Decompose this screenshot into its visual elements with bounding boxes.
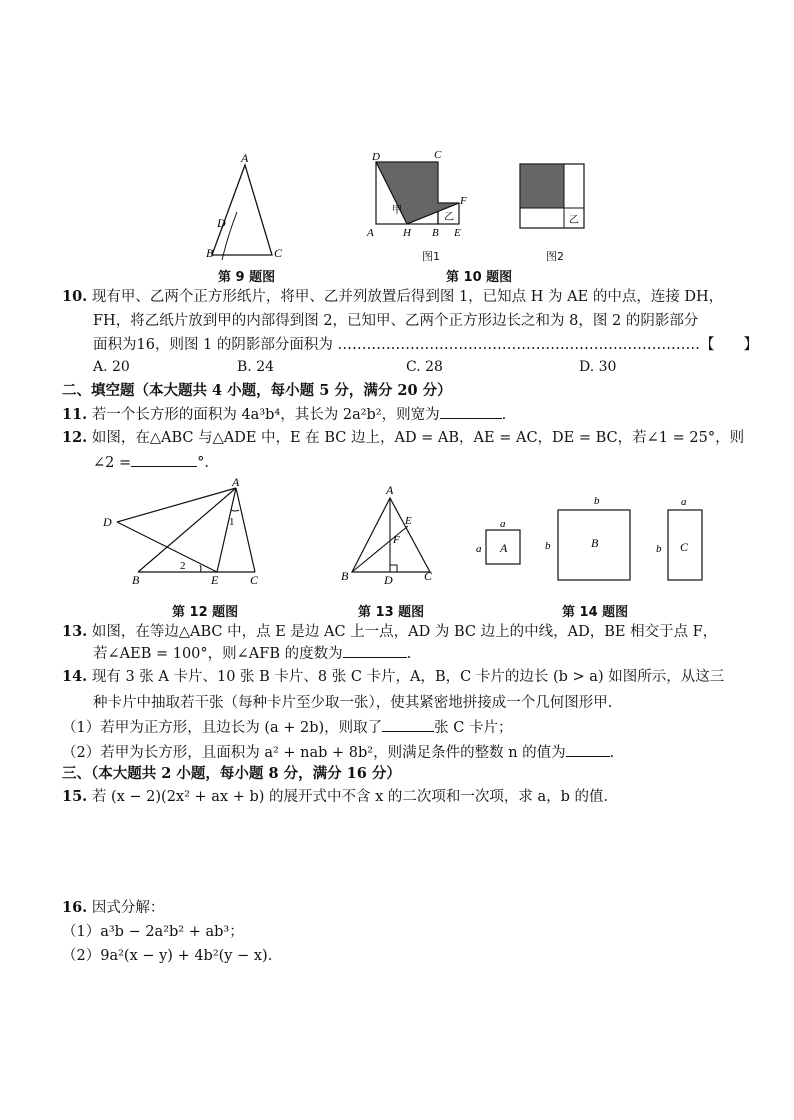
figure-14-cards	[468, 490, 718, 590]
point-label-b: B	[432, 227, 439, 239]
q14-part1-text: （1）若甲为正方形，且边长为 (a + 2b)，则取了	[62, 720, 383, 736]
card-a-left-a: a	[476, 543, 482, 555]
point-label-c: C	[250, 573, 259, 587]
q10-choice-d[interactable]: D. 30	[579, 359, 617, 375]
segment-ad	[117, 488, 236, 522]
point-label-h: H	[403, 227, 411, 239]
point-label-b: B	[206, 246, 214, 260]
q11-answer-blank[interactable]	[440, 404, 502, 419]
q14-part2-blank[interactable]	[566, 742, 610, 757]
q12-text-1: 如图，在△ABC 与△ADE 中，E 在 BC 边上，AD = AB，AE = AC，DE = BC，若∠1 = 25°，则	[91, 430, 745, 446]
figure-12	[100, 476, 270, 588]
q15-number: 15.	[62, 788, 88, 805]
segment-ae	[217, 488, 236, 572]
q14-text-1: 现有 3 张 A 卡片、10 张 B 卡片、8 张 C 卡片，A，B，C 卡片的边长 (b > a) 如图所示，从这三	[91, 669, 725, 685]
q16-title	[62, 898, 164, 918]
q12-answer-blank[interactable]	[131, 452, 197, 467]
point-label-f: F	[460, 195, 467, 207]
section-2-heading: 二、填空题（本大题共 4 小题，每小题 5 分，满分 20 分）	[62, 382, 452, 399]
q14-part1-blank[interactable]	[382, 717, 434, 732]
segment-be	[352, 526, 408, 572]
point-label-f: F	[393, 534, 400, 546]
q12-line1	[62, 428, 744, 448]
fig14-caption: 第 14 题图	[562, 605, 629, 620]
q13-text-2: 若∠AEB = 100°，则∠AFB 的度数为	[93, 646, 343, 662]
q13-text-1: 如图，在等边△ABC 中，点 E 是边 AC 上一点，AD 为 BC 边上的中线，AD，BE 相交于点 F，	[91, 624, 718, 640]
point-label-b: B	[341, 569, 349, 583]
q15	[62, 787, 608, 807]
q14-part2-text: （2）若甲为长方形，且面积为 a² + nab + 8b²，则满足条件的整数 n 的值为	[62, 745, 566, 761]
fig10-sub2: 图2	[546, 250, 564, 263]
point-label-e: E	[405, 515, 412, 527]
segment-de	[117, 522, 217, 572]
q15-text: 若 (x − 2)(2x² + ax + b) 的展开式中不含 x 的二次项和一次项，求 a，b 的值.	[91, 789, 609, 805]
point-label-e: E	[454, 227, 461, 239]
q13-answer-blank[interactable]	[343, 643, 407, 658]
q11-number: 11.	[62, 406, 88, 423]
q14-part2-end: .	[609, 745, 615, 761]
q12-end: °.	[197, 455, 209, 471]
q10-line3: 面积为16，则图 1 的阴影部分面积为 …………………………………………………………………【 】	[93, 337, 759, 353]
point-label-a: A	[367, 227, 374, 239]
figure-10-2	[516, 160, 588, 232]
card-b-label: B	[591, 536, 599, 550]
point-label-a: A	[241, 151, 249, 165]
point-label-d: D	[384, 573, 393, 586]
q10-line1	[62, 287, 723, 307]
triangle-abc	[212, 165, 272, 255]
q13-number: 13.	[62, 623, 88, 640]
q16-part1: （1）a³b − 2a²b² + ab³；	[62, 924, 244, 940]
q10-line2: FH，将乙纸片放到甲的内部得到图 2，已知甲、乙两个正方形边长之和为 8，图 2 的阴影部分	[93, 313, 699, 329]
point-label-a: A	[386, 483, 394, 497]
card-b-left-b: b	[545, 540, 551, 552]
point-label-c: C	[424, 569, 433, 583]
figure-9-triangle	[200, 150, 290, 265]
point-label-a: A	[232, 476, 240, 489]
q13-line1	[62, 622, 717, 642]
q10-choice-b[interactable]: B. 24	[237, 359, 275, 375]
point-label-d: D	[372, 151, 380, 163]
triangle-abc	[352, 498, 430, 572]
q11-text: 若一个长方形的面积为 4a³b⁴，其长为 2a²b²，则宽为	[91, 407, 440, 423]
q14-part1-end: 张 C 卡片；	[434, 720, 513, 736]
point-label-c: C	[434, 149, 442, 161]
q12-number: 12.	[62, 429, 88, 446]
q13-end: .	[406, 646, 412, 662]
card-a-top-a: a	[500, 518, 506, 530]
point-label-b: B	[132, 573, 140, 587]
q12-line2	[93, 452, 209, 473]
q10-choice-a[interactable]: A. 20	[93, 359, 130, 375]
card-c-label: C	[680, 540, 689, 554]
q14-part1	[62, 717, 512, 738]
point-label-e: E	[211, 573, 219, 587]
q16-title-text: 因式分解：	[91, 900, 165, 916]
figure-10-1	[362, 146, 474, 242]
q10-number: 10.	[62, 288, 88, 305]
card-c-top-a: a	[681, 496, 687, 508]
q10-text-1: 现有甲、乙两个正方形纸片，将甲、乙并列放置后得到图 1，已知点 H 为 AE 的中点，连接 DH，	[91, 289, 724, 305]
q13-line2	[93, 643, 411, 664]
shaded-square	[520, 164, 564, 208]
angle-mark-1	[231, 510, 239, 511]
q16-part2: （2）9a²(x − y) + 4b²(y − x).	[62, 948, 273, 964]
angle-label-1: 1	[229, 516, 235, 528]
fig10-caption: 第 10 题图	[446, 270, 513, 285]
card-c-left-b: b	[656, 543, 662, 555]
fig10-sub1: 图1	[422, 250, 440, 263]
q14-line1	[62, 667, 724, 687]
point-label-d: D	[103, 515, 112, 529]
label-yi: 乙	[569, 215, 579, 226]
segment-ac	[236, 488, 255, 572]
q12-angle2: ∠2 =	[93, 455, 132, 471]
figure-13	[338, 480, 442, 586]
section-3-heading: 三、（本大题共 2 小题，每小题 8 分，满分 16 分）	[62, 765, 401, 782]
q14-part2	[62, 742, 614, 763]
point-label-c: C	[274, 246, 283, 260]
angle-label-2: 2	[180, 560, 186, 572]
fig13-caption: 第 13 题图	[358, 605, 425, 620]
q10-choice-c[interactable]: C. 28	[406, 359, 443, 375]
label-jia: 甲	[392, 205, 402, 216]
q16-number: 16.	[62, 899, 88, 916]
card-b-top-b: b	[594, 495, 600, 507]
q14-number: 14.	[62, 668, 88, 685]
segment-ab	[138, 488, 236, 572]
fig9-caption: 第 9 题图	[218, 270, 276, 285]
label-yi: 乙	[444, 212, 454, 223]
q11	[62, 404, 506, 425]
q11-end: .	[501, 407, 507, 423]
q14-line2: 种卡片中抽取若干张（每种卡片至少取一张），使其紧密地拼接成一个几何图形甲.	[93, 695, 613, 711]
right-angle-mark	[390, 565, 397, 572]
angle-mark-2	[200, 565, 201, 572]
fig12-caption: 第 12 题图	[172, 605, 239, 620]
card-a-label: A	[500, 541, 508, 555]
point-label-d: D	[217, 216, 226, 230]
